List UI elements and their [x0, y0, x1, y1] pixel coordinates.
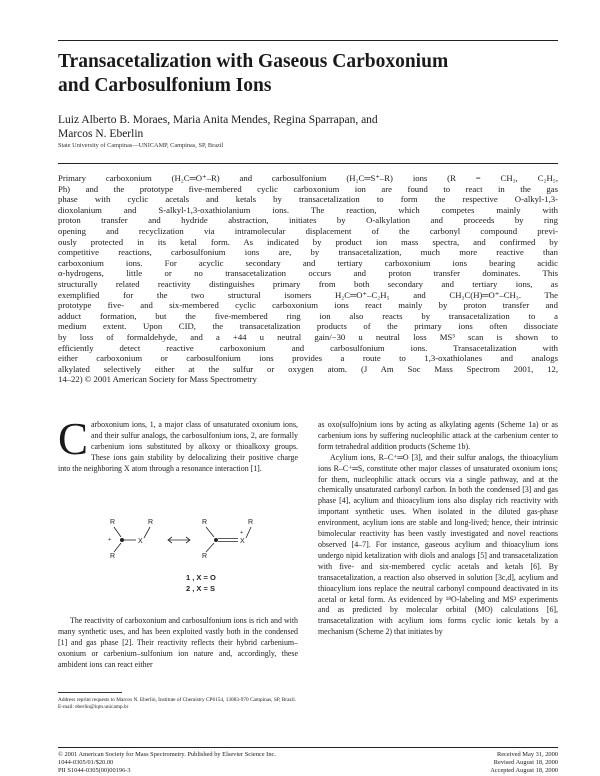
- scheme-label-1: 1 , X = O: [186, 573, 216, 582]
- abstract: [58, 173, 558, 385]
- footnote: Address reprint requests to Marcos N. Eberlin, Institute of Chemistry CP6154, 13083-970 Campinas, SP, Brazil. E-mail: eberlin@iqm.unicamp.br: [58, 697, 297, 711]
- abstract-line: 14–22) © 2001 American Society for Mass Spectrometry: [58, 374, 257, 385]
- scheme-r-label: R: [110, 553, 116, 560]
- abstract-line: Primary carboxonium (H₂C═O⁺–R) and carbosulfonium (H₂C═S⁺–R) ions (R = CH₃, C₂H₅,: [58, 173, 558, 183]
- scheme-bond: [114, 527, 121, 537]
- scheme-bond: [114, 543, 121, 552]
- abstract-line: either carboxonium or carbosulfonium ions provides a route to 1,3-oxathiolanes and analogs: [58, 353, 558, 364]
- scheme-carbon: [214, 538, 217, 541]
- top-rule: [58, 40, 558, 41]
- author-list: [58, 113, 558, 141]
- resonance-scheme: [62, 510, 302, 600]
- scheme-r-label: R: [202, 519, 208, 526]
- abstract-line: ously protected in its ketal form. As indicated by product ion mass spectra, and confirmed by: [58, 236, 558, 247]
- title-line-1: Transacetalization with Gaseous Carboxonium: [58, 51, 449, 72]
- footer-dates: [420, 751, 558, 775]
- abstract-line: α-hydrogens, little or no transacetalization occurs and proton transfer dominates. This: [58, 268, 558, 279]
- scheme-r-label: R: [202, 553, 208, 560]
- footnote-rule: [58, 692, 122, 693]
- abstract-line: medium extent. Upon CID, the transacetalization products of the primary ions often dissociate: [58, 321, 558, 332]
- scheme-r-label: R: [248, 519, 254, 526]
- scheme-carbon: [120, 538, 123, 541]
- body-paragraph: as oxo(sulfo)nium ions by acting as alkylating agents (Scheme 1a) or as carbenium ions by suffering nucleophilic attack at the carbenium center to form tetrahedral addition products (Scheme 1b).: [318, 420, 558, 451]
- scheme-bond: [246, 527, 251, 538]
- abstract-rule: [58, 163, 558, 164]
- body-paragraph: The reactivity of carboxonium and carbosulfonium ions is rich and with many synthetic uses, and has been exploited vastly both in the condensed [1] and gas phase [2]. Their reactivity reflects their hybrid carbenium–oxonium or carbenium–sulfonium ion nature and, accordingly, these ambident ions can react either: [58, 616, 298, 669]
- abstract-line: opening and recyclization via intramolecular displacement of the carbonyl compound previ-: [58, 225, 558, 236]
- abstract-line: adduct formation, but the five-membered ring ion also reacts by transacetalization to a: [58, 310, 558, 321]
- intro-paragraph: arboxonium ions, 1, a major class of unsaturated oxonium ions, and their sulfur analogs, the carbosulfonium ions, 2, are formally carbenium ions substituted by alkoxy or thioalkoxy groups. These ions gain stability by delocalizing their positive charge into the neighboring X atom through a resonance interaction [1].: [58, 420, 298, 473]
- abstract-line: Ph) and the prototype five-membered cyclic carboxonium ion are found to react in the gas: [58, 183, 558, 194]
- scheme-x-label: X: [138, 538, 143, 545]
- body-paragraph: Acylium ions, R–C⁺═O [3], and their sulfur analogs, the thioacylium ions R–C⁺═S, constitute other major classes of unsaturated oxonium ions; for them, nucleophilic attack occurs via a single pathway, and at the chemically unsaturated carbonyl carbon. In both the condensed [3] and gas phase [4], acylium and thioacylium ions also display rich reactivity with important synthetic uses. When isolated in the diluted gas-phase environment, acylium ions are stable and long-lived; hence, their intrinsic bimolecular reactivity has been vastly investigated and novel reactions observed [4–7]. For instance, gaseous acylium and thioacylium ions undergo nipid ketalization with diols and analogs [5] and transacetalization with five- and six-membered cyclic acetals and ketals [6]. By transacetalization, a reaction also observed in solution [3c,d], acylium and thioacylium ions replace the neutral carbonyl compound deactivated in its acetal or ketal form. As evidenced by ¹⁸O-labeling and MS³ experiments and as predicted by molecular orbital (MO) calculations [6], transacetalization with acylium ions forms cyclic ionic ketals by a mechanism (Scheme 2) that initiates by: [318, 452, 558, 637]
- scheme-plus-charge: +: [240, 530, 244, 536]
- received-date: Received May 31, 2000: [496, 751, 558, 758]
- affiliation: State University of Campinas—UNICAMP, Campinas, SP, Brazil: [58, 142, 224, 149]
- abstract-line: proton transfer and hydride abstraction, initiates by O-alkylation and proceeds by ring: [58, 215, 558, 226]
- scheme-bond: [206, 543, 214, 552]
- abstract-line: dioxolanium and S-alkyl-1,3-oxathiolanium ions. The reaction, which competes mainly with: [58, 204, 558, 215]
- abstract-line: by loss of formaldehyde, and a +44 u neutral gain/−30 u neutral loss MS³ scan is shown to: [58, 331, 558, 342]
- footer-rule: [58, 747, 558, 748]
- authors-line-1: Luiz Alberto B. Moraes, Maria Anita Mendes, Regina Sparrapan, and: [58, 114, 378, 126]
- accepted-date: Accepted August 18, 2000: [490, 767, 558, 774]
- scheme-bond: [144, 527, 150, 538]
- footer-copyright: © 2001 American Society for Mass Spectrometry. Published by Elsevier Science Inc.: [58, 751, 276, 758]
- scheme-plus-charge: +: [108, 537, 112, 543]
- footer-publisher: [58, 751, 378, 775]
- revised-date: Revised August 18, 2000: [493, 759, 558, 766]
- scheme-bond: [206, 527, 214, 537]
- drop-cap: C: [58, 414, 89, 464]
- scheme-r-label: R: [148, 519, 154, 526]
- abstract-line: exemplified for the two structural isomers H₂C═O⁺–C₂H₅ and CH₃C(H)═O⁺–CH₃. The: [58, 289, 558, 300]
- left-column-lower: [58, 616, 298, 671]
- scheme-label-2: 2 , X = S: [186, 584, 215, 593]
- abstract-line: alkylated selectively either at the sulfur or oxygen atom. (J Am Soc Mass Spectrom 2001, 12,: [58, 363, 558, 374]
- abstract-line: structurally related reactivity distinguishes primary from both secondary and tertiary ions, as: [58, 278, 558, 289]
- scheme-x-label: X: [240, 538, 245, 545]
- scheme-r-label: R: [110, 519, 116, 526]
- paper-title: [58, 50, 558, 98]
- right-column: [318, 420, 558, 638]
- footer-issn: 1044-0305/01/$20.00: [58, 759, 114, 766]
- abstract-line: efficiently detect reactive carboxonium and carbosulfonium ions. Transacetalization with: [58, 342, 558, 353]
- abstract-line: prototype five- and six-membered cyclic carboxonium ions react mainly by proton transfer and: [58, 300, 558, 311]
- title-line-2: and Carbosulfonium Ions: [58, 75, 272, 96]
- abstract-line: carboxonium ions. For acyclic secondary and tertiary carboxonium ions bearing acidic: [58, 257, 558, 268]
- authors-line-2: Marcos N. Eberlin: [58, 128, 144, 140]
- abstract-line: phase with cyclic acetals and ketals by transacetalization to form the respective O-alkyl-1,3-: [58, 194, 558, 205]
- abstract-line: competitive reactions, carbosulfonium ions are, by transacetalization, much more reactive than: [58, 247, 558, 258]
- footer-pii: PII S1044-0305(00)00196-3: [58, 767, 131, 774]
- left-column: [58, 414, 298, 475]
